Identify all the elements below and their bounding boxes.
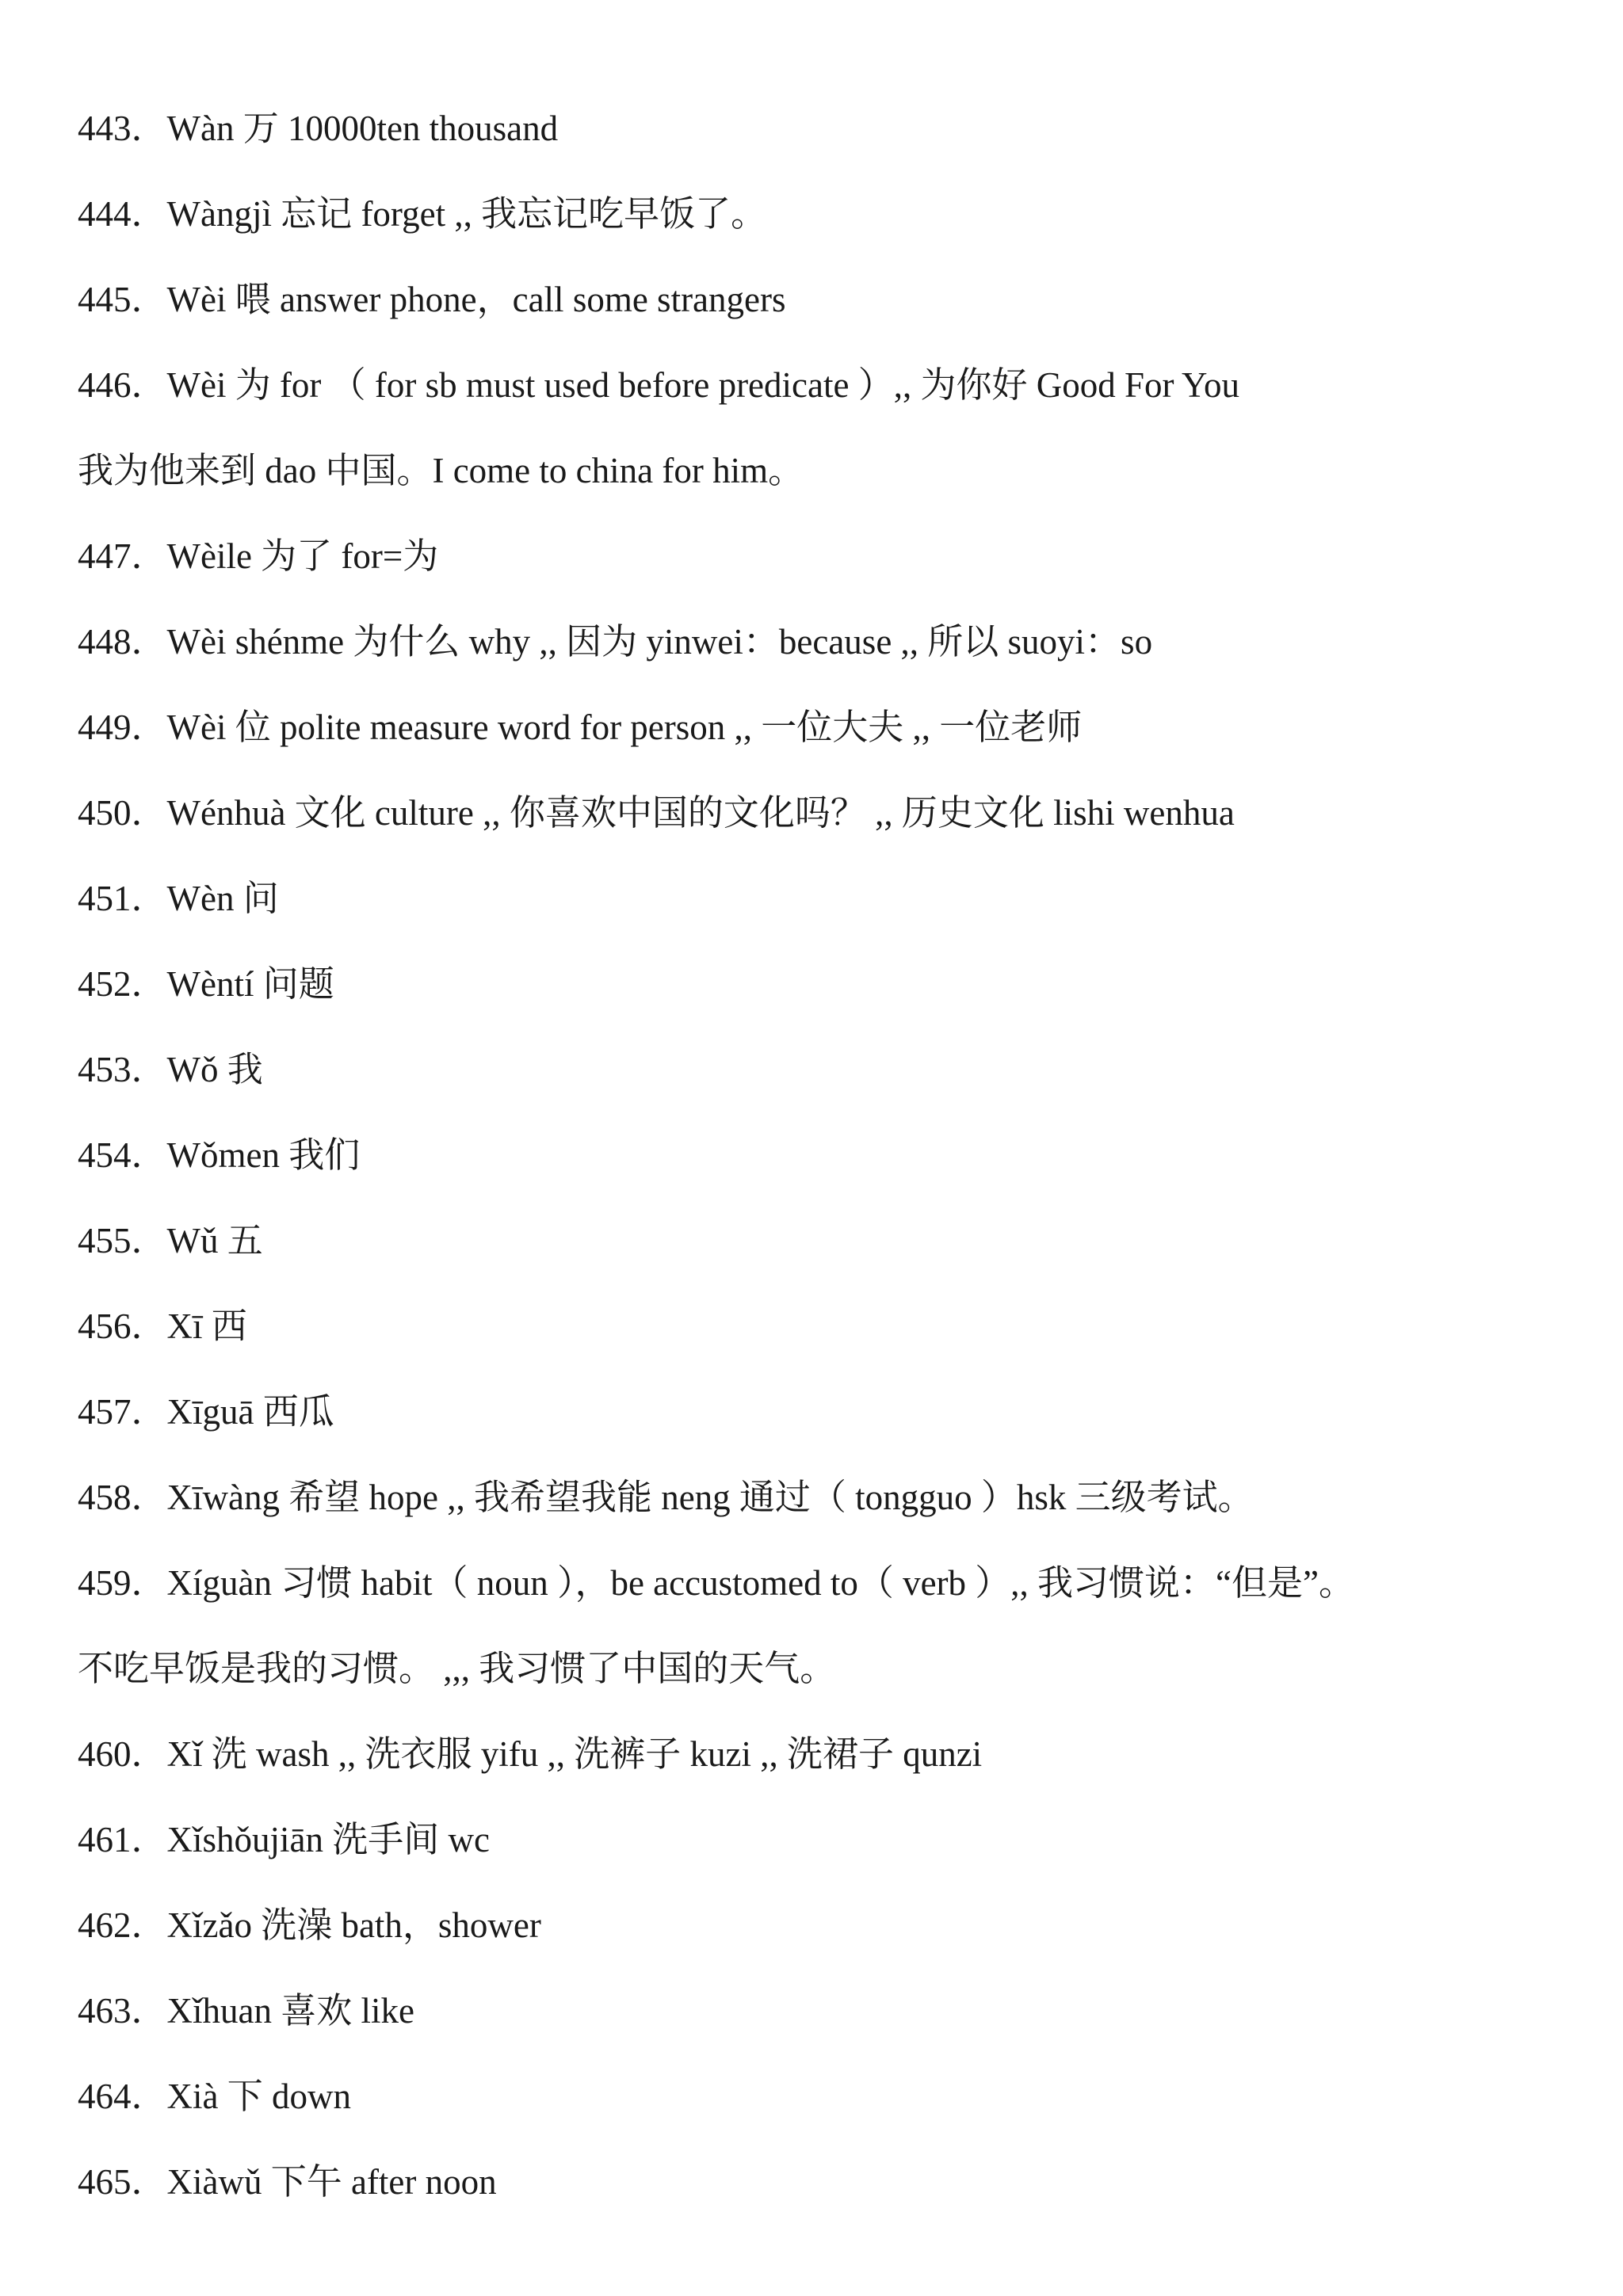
vocabulary-list [78, 105, 1568, 2244]
list-item: 462．Xǐzǎo 洗澡 bath，shower [78, 1905, 541, 1945]
list-item: 459．Xíguàn 习惯 habit（ noun ），be accustomed to（ verb ）,, 我习惯说：“但是”。 [78, 1563, 1354, 1603]
list-item: 449．Wèi 位 polite measure word for person ,, 一位大夫 ,, 一位老师 [78, 707, 1083, 747]
list-item: 443．Wàn 万 10000ten thousand [78, 109, 559, 148]
list-item-continuation: 我为他来到 dao 中国。I come to china for him。 [78, 451, 804, 490]
list-item: 453．Wǒ 我 [78, 1050, 263, 1089]
list-item: 444．Wàngjì 忘记 forget ,, 我忘记吃早饭了。 [78, 194, 767, 234]
list-item: 450．Wénhuà 文化 culture ,, 你喜欢中国的文化吗？ ,, 历史文化 lishi wenhua [78, 793, 1235, 833]
list-item-continuation: 不吃早饭是我的习惯。 ,,, 我习惯了中国的天气。 [78, 1649, 836, 1688]
list-item: 447．Wèile 为了 for=为 [78, 536, 439, 576]
list-item: 452．Wèntí 问题 [78, 964, 334, 1004]
list-item: 460．Xǐ 洗 wash ,, 洗衣服 yifu ,, 洗裤子 kuzi ,, 洗裙子 qunzi [78, 1734, 983, 1774]
list-item: 457．Xīguā 西瓜 [78, 1392, 334, 1432]
list-item: 458．Xīwàng 希望 hope ,, 我希望我能 neng 通过（ tongguo ）hsk 三级考试。 [78, 1478, 1254, 1517]
list-item: 451．Wèn 问 [78, 879, 279, 918]
list-item: 464．Xià 下 down [78, 2077, 351, 2116]
list-item: 461．Xǐshǒujiān 洗手间 wc [78, 1820, 490, 1859]
list-item: 463．Xǐhuan 喜欢 like [78, 1991, 414, 2031]
list-item: 456．Xī 西 [78, 1306, 247, 1346]
list-item: 455．Wǔ 五 [78, 1221, 263, 1261]
list-item: 454．Wǒmen 我们 [78, 1135, 361, 1175]
list-item: 465．Xiàwǔ 下午 after noon [78, 2162, 497, 2202]
list-item: 445．Wèi 喂 answer phone，call some strangers [78, 280, 786, 319]
list-item: 448．Wèi shénme 为什么 why ,, 因为 yinwei：because ,, 所以 suoyi：so [78, 622, 1153, 662]
list-item: 446．Wèi 为 for （ for sb must used before predicate ）,, 为你好 Good For You [78, 365, 1240, 405]
